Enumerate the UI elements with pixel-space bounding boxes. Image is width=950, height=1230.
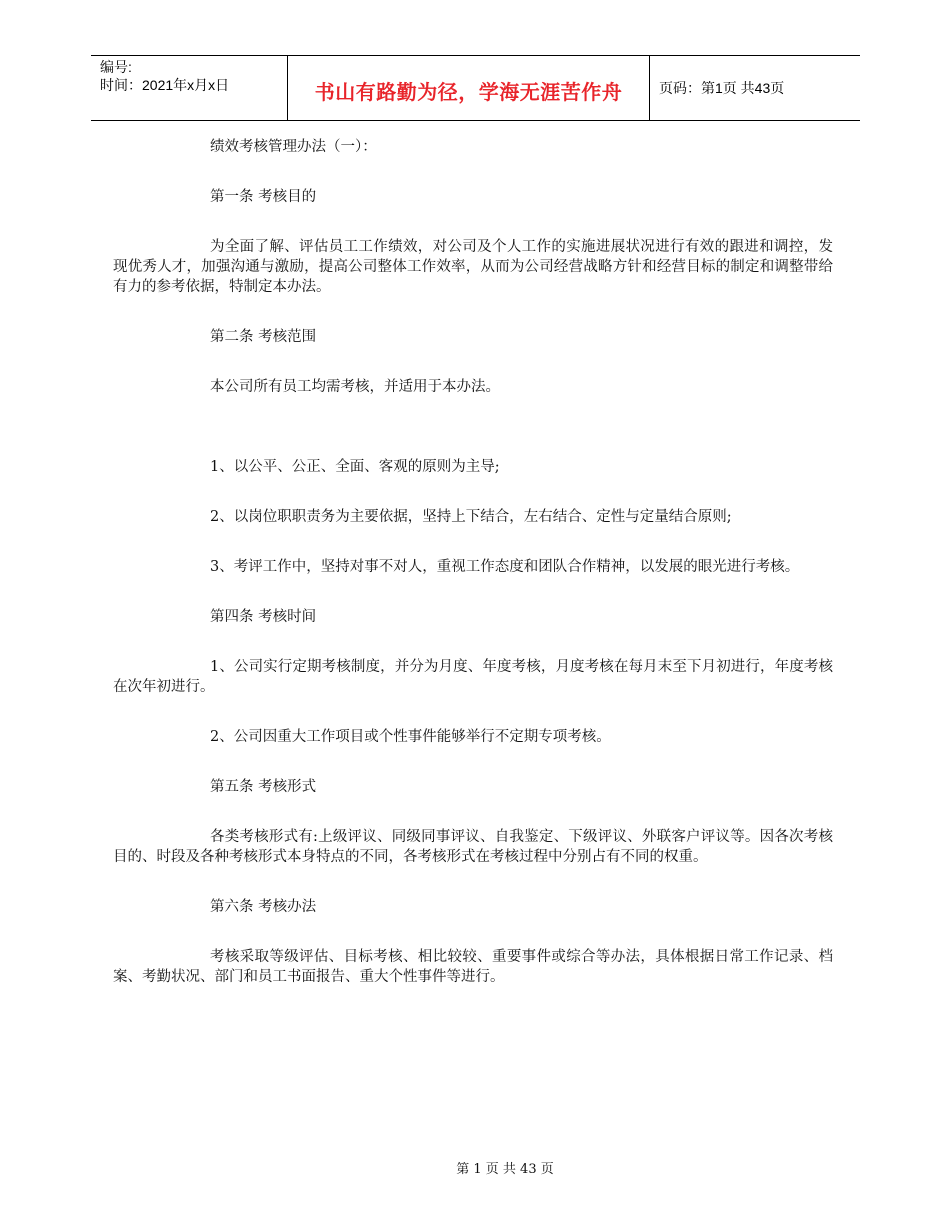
- header-motto: 书山有路勤为径，学海无涯苦作舟: [314, 79, 623, 104]
- section-paragraph: 为全面了解、评估员工工作绩效，对公司及个人工作的实施进展状况进行有效的跟进和调控，发现优秀人才，加强沟通与激励，提高公司整体工作效率，从而为公司经营战略方针和经营目标的制定和调整带给有力的参考依据，特制定本办法。: [113, 239, 833, 295]
- section-paragraph: 1、公司实行定期考核制度，并分为月度、年度考核，月度考核在每月末至下月初进行，年度考核在次年初进行。: [113, 659, 833, 695]
- section-paragraph: 2、公司因重大工作项目或个性事件能够举行不定期专项考核。: [210, 729, 611, 745]
- header-meta: [91, 56, 287, 120]
- section-paragraph: 各类考核形式有:上级评议、同级同事评议、自我鉴定、下级评议、外联客户评议等。因各次考核目的、时段及各种考核形式本身特点的不同，各考核形式在考核过程中分别占有不同的权重。: [113, 829, 833, 865]
- document-number-label: 编号:: [100, 59, 132, 75]
- principle-item: 3、考评工作中，坚持对事不对人，重视工作态度和团队合作精神，以发展的眼光进行考核。: [210, 559, 800, 575]
- section-paragraph: 考核采取等级评估、目标考核、相比较较、重要事件或综合等办法，具体根据日常工作记录、档案、考勤状况、部门和员工书面报告、重大个性事件等进行。: [113, 949, 833, 985]
- section-heading: 第二条 考核范围: [210, 329, 317, 345]
- principle-item: 2、以岗位职职责务为主要依据，坚持上下结合，左右结合、定性与定量结合原则;: [210, 509, 732, 525]
- page-footer: 第 1 页 共 43 页: [456, 1162, 554, 1177]
- header-page-info: 页码：第1页 共43页: [659, 80, 785, 96]
- section-heading: 第一条 考核目的: [210, 189, 317, 205]
- section-heading: 第五条 考核形式: [210, 779, 317, 795]
- principle-item: 1、以公平、公正、全面、客观的原则为主导;: [210, 459, 500, 475]
- section-heading: 第六条 考核办法: [210, 899, 317, 915]
- section-paragraph: 本公司所有员工均需考核，并适用于本办法。: [210, 379, 500, 395]
- section-heading: 第四条 考核时间: [210, 609, 317, 625]
- page-header: [91, 55, 860, 121]
- document-body: [113, 137, 833, 987]
- document-time: 时间：2021年x月x日: [100, 77, 230, 93]
- header-page-info-cell: [650, 56, 860, 120]
- header-motto-cell: [287, 56, 650, 120]
- document-title: 绩效考核管理办法（一）：: [210, 139, 377, 155]
